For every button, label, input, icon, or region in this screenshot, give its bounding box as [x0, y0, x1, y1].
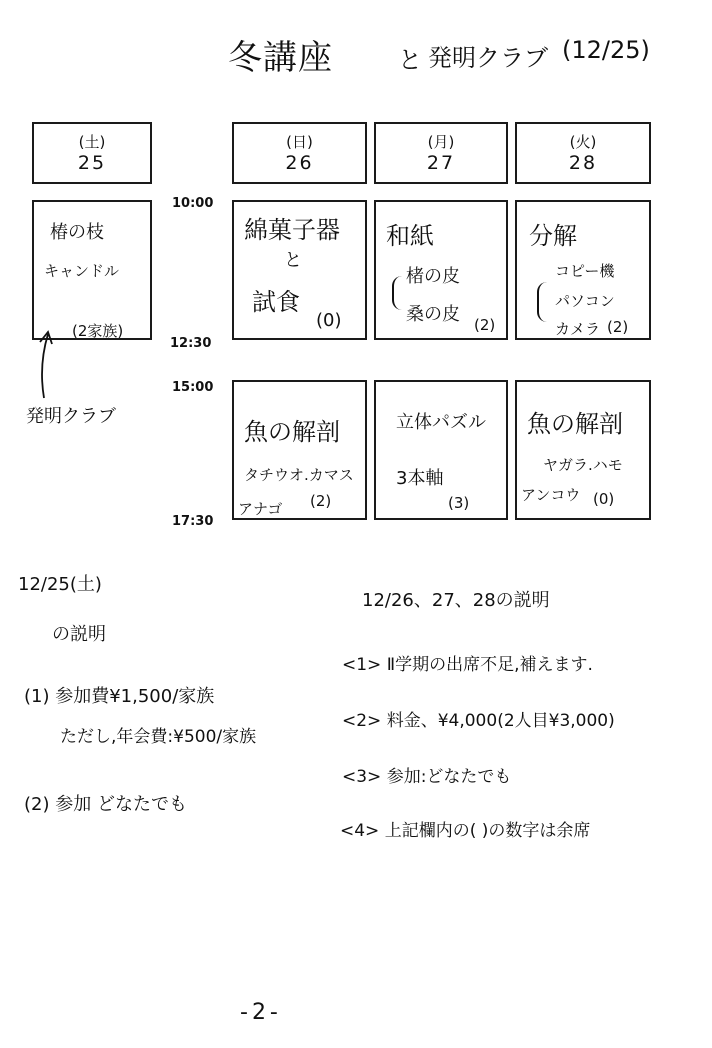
session-tue-morning — [515, 200, 651, 340]
right-notes-item-3: <3> 参加:どなたでも — [342, 767, 512, 787]
day-header-sat — [32, 122, 152, 184]
session-line: アナゴ — [238, 500, 283, 518]
session-title: 魚の解剖 — [527, 410, 623, 438]
day-header-mon — [374, 122, 508, 184]
bracket-shape — [537, 282, 549, 322]
right-notes-item-1: <1> Ⅱ学期の出席不足,補えます. — [342, 655, 593, 675]
session-mon-afternoon — [374, 380, 508, 520]
session-title: 魚の解剖 — [244, 418, 340, 446]
title-date: (12/25) — [562, 36, 650, 64]
session-sun-morning — [232, 200, 367, 340]
date-label: 28 — [568, 152, 598, 174]
arrow-icon — [30, 324, 60, 404]
right-notes-heading: 12/26、27、28の説明 — [362, 590, 550, 611]
session-line: ヤガラ.ハモ — [543, 456, 623, 474]
session-count: (3) — [448, 494, 470, 512]
session-mon-morning — [374, 200, 508, 340]
left-notes-heading: の説明 — [52, 624, 106, 645]
weekday-label: (日) — [286, 133, 313, 151]
date-label: 27 — [426, 152, 456, 174]
arrow-label: 発明クラブ — [26, 406, 116, 427]
session-item: カメラ — [555, 320, 601, 338]
session-subtitle: キャンドル — [44, 262, 120, 280]
session-title: 綿菓子器 — [244, 216, 340, 244]
session-title: 椿の枝 — [50, 222, 104, 243]
date-label: 26 — [285, 152, 314, 174]
session-count: (2) — [474, 316, 496, 334]
session-tue-afternoon — [515, 380, 651, 520]
page-number: -2- — [240, 1000, 282, 1025]
session-item: 楮の皮 — [406, 266, 460, 287]
session-count: (2) — [607, 318, 629, 336]
time-label-1230: 12:30 — [170, 336, 212, 351]
session-sun-afternoon — [232, 380, 367, 520]
date-label: 25 — [77, 152, 107, 174]
left-notes-date: 12/25(土) — [18, 574, 102, 595]
day-header-tue — [515, 122, 651, 184]
sat-session-box — [32, 200, 152, 340]
session-line: タチウオ.カマス — [244, 466, 354, 484]
time-label-1000: 10:00 — [172, 196, 214, 211]
session-count: (2) — [310, 492, 332, 510]
session-item: 桑の皮 — [406, 304, 460, 325]
day-header-sun — [232, 122, 367, 184]
left-notes-item-2: (2) 参加 どなたでも — [24, 794, 187, 815]
left-notes-item-1: (1) 参加費¥1,500/家族 — [24, 686, 215, 707]
left-notes-item-1-sub: ただし,年会費:¥500/家族 — [60, 727, 257, 747]
session-title: 和紙 — [386, 222, 434, 250]
right-notes-item-2: <2> 料金、¥4,000(2人目¥3,000) — [342, 711, 615, 731]
session-item: コピー機 — [555, 262, 615, 280]
session-count: (0) — [593, 490, 615, 508]
session-line: アンコウ — [521, 486, 581, 504]
weekday-label: (土) — [78, 133, 106, 151]
session-count: (0) — [316, 310, 342, 331]
session-line: 試食 — [252, 288, 300, 316]
session-count: (2家族) — [72, 322, 124, 340]
title-connector: と — [398, 46, 422, 74]
session-item: パソコン — [555, 292, 615, 310]
session-line: 3本軸 — [396, 468, 444, 489]
time-label-1500: 15:00 — [172, 380, 214, 395]
time-label-1730: 17:30 — [172, 514, 214, 529]
session-line: と — [284, 250, 302, 271]
session-title: 分解 — [529, 222, 577, 250]
page-title: 冬講座 — [228, 38, 333, 78]
title-club: 発明クラブ — [428, 44, 548, 72]
weekday-label: (月) — [427, 133, 455, 151]
weekday-label: (火) — [569, 133, 597, 151]
right-notes-item-4: <4> 上記欄内の( )の数字は余席 — [340, 821, 591, 841]
bracket-shape — [392, 276, 404, 310]
session-title: 立体パズル — [396, 412, 486, 433]
